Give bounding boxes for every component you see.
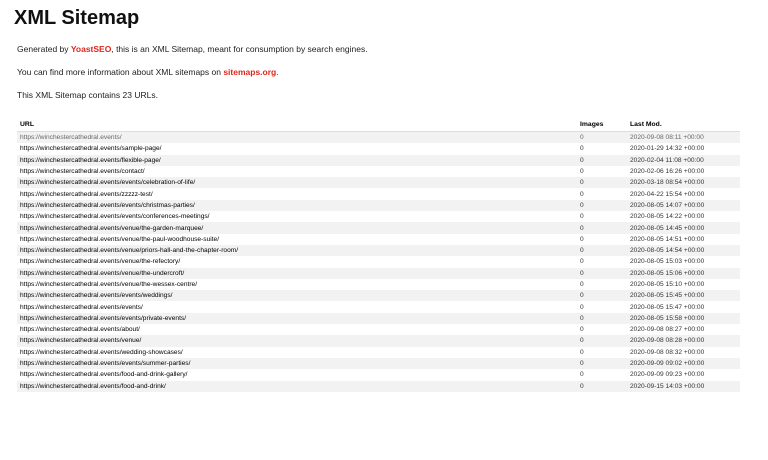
row-url-link[interactable]: https://winchestercathedral.events/events/christmas-parties/ [17,200,577,211]
generated-by-line [17,44,754,55]
row-last-mod: 2020-09-08 08:27 +00:00 [630,326,705,334]
table-row [17,324,740,335]
row-url-link[interactable]: https://winchestercathedral.events/venue/the-wessex-centre/ [20,281,198,288]
row-images-count: 0 [577,335,627,346]
row-url-link[interactable]: https://winchestercathedral.events/venue/priors-hall-and-the-chapter-room/ [17,245,577,256]
row-url-link[interactable]: https://winchestercathedral.events/events/conferences-meetings/ [20,213,210,221]
table-body [17,132,740,392]
table-row [17,200,740,211]
row-url-link[interactable]: https://winchestercathedral.events/food-and-drink/ [17,381,577,392]
row-url-link[interactable]: https://winchestercathedral.events/flexible-page/ [17,155,577,166]
table-row [17,369,740,380]
row-last-mod: 2020-08-05 14:54 +00:00 [627,245,740,256]
row-last-mod: 2020-08-05 15:10 +00:00 [630,281,705,288]
row-last-mod: 2020-03-18 08:54 +00:00 [627,177,740,188]
row-url-link[interactable]: https://winchestercathedral.events/events/summer-parties/ [17,358,577,369]
row-last-mod: 2020-08-05 14:07 +00:00 [627,200,740,211]
table-row [17,222,740,233]
row-url-link[interactable]: https://winchestercathedral.events/venue/ [17,335,577,346]
row-url-link[interactable]: https://winchestercathedral.events/about/ [20,326,140,334]
row-last-mod: 2020-08-05 14:45 +00:00 [627,222,740,233]
table-row [17,290,740,301]
row-last-mod: 2020-04-22 15:54 +00:00 [630,190,705,198]
table-row [17,155,740,166]
header-images: Images [577,119,627,132]
row-url-link[interactable]: https://winchestercathedral.events/events/celebration-of-life/ [17,177,577,188]
table-row [17,256,740,267]
table-row [17,313,740,324]
row-images-count: 0 [577,381,627,392]
row-last-mod: 2020-08-05 14:22 +00:00 [630,213,705,221]
row-url-link[interactable]: https://winchestercathedral.events/venue/the-paul-woodhouse-suite/ [20,235,220,243]
row-images-count: 0 [580,235,584,243]
row-images-count: 0 [577,290,627,301]
row-images-count: 0 [580,168,584,176]
table-row [17,166,740,177]
row-last-mod: 2020-09-08 08:32 +00:00 [630,348,705,356]
generated-prefix: Generated by [17,44,71,54]
row-url-link[interactable]: https://winchestercathedral.events/events/weddings/ [17,290,577,301]
row-last-mod: 2020-09-09 09:02 +00:00 [627,358,740,369]
row-url-link[interactable]: https://winchestercathedral.events/venue/the-refectory/ [20,258,181,266]
row-url-link[interactable]: https://winchestercathedral.events/events/ [20,303,143,311]
table-row [17,177,740,188]
row-images-count: 0 [577,268,627,279]
row-images-count: 0 [580,190,584,198]
table-row [17,358,740,369]
row-last-mod: 2020-08-05 15:06 +00:00 [627,268,740,279]
row-images-count: 0 [577,222,627,233]
row-last-mod: 2020-09-15 14:03 +00:00 [627,381,740,392]
row-last-mod: 2020-08-05 14:51 +00:00 [630,235,705,243]
table-row [17,132,740,144]
header-last-mod: Last Mod. [627,119,740,132]
table-row [17,381,740,392]
row-url-link[interactable]: https://winchestercathedral.events/venue/the-garden-marquee/ [17,222,577,233]
table-row [17,234,740,245]
row-images-count: 0 [580,371,584,379]
row-images-count: 0 [577,200,627,211]
row-last-mod: 2020-01-29 14:32 +00:00 [630,145,705,153]
row-images-count: 0 [580,145,584,153]
table-row [17,143,740,154]
row-images-count: 0 [580,258,584,266]
row-url-link[interactable]: https://winchestercathedral.events/contact/ [20,168,145,176]
row-last-mod: 2020-02-06 16:26 +00:00 [630,168,705,176]
row-images-count: 0 [580,213,584,221]
row-last-mod: 2020-08-05 15:45 +00:00 [627,290,740,301]
page-title: XML Sitemap [14,7,140,29]
row-images-count: 0 [577,177,627,188]
url-count-text: This XML Sitemap contains 23 URLs. [17,90,158,100]
table-row [17,188,740,199]
table-row [17,347,740,358]
table-header-row [17,119,740,132]
table-row [17,301,740,312]
row-images-count: 0 [580,348,584,356]
row-last-mod: 2020-08-05 15:58 +00:00 [627,313,740,324]
row-images-count: 0 [580,326,584,334]
sitemaps-org-link[interactable]: sitemaps.org [223,67,277,77]
row-images-count: 0 [577,358,627,369]
generated-suffix: , this is an XML Sitemap, meant for consumption by search engines. [111,44,368,54]
row-url-link[interactable]: https://winchestercathedral.events/events/private-events/ [17,313,577,324]
table-row [17,335,740,346]
row-images-count: 0 [577,313,627,324]
row-last-mod: 2020-09-08 08:28 +00:00 [627,335,740,346]
row-images-count: 0 [577,132,627,144]
row-last-mod: 2020-09-09 09:23 +00:00 [630,371,705,379]
table-row [17,211,740,222]
row-url-link[interactable]: https://winchestercathedral.events/food-and-drink-gallery/ [20,371,188,379]
header-url: URL [17,119,577,132]
row-url-link[interactable]: https://winchestercathedral.events/wedding-showcases/ [20,348,183,356]
more-info-suffix: . [276,67,279,77]
table-row [17,279,740,290]
row-url-link[interactable]: https://winchestercathedral.events/venue/the-undercroft/ [17,268,577,279]
row-images-count: 0 [577,155,627,166]
row-images-count: 0 [580,303,584,311]
row-last-mod: 2020-08-05 15:47 +00:00 [630,303,705,311]
row-last-mod: 2020-02-04 11:08 +00:00 [627,155,740,166]
row-url-link[interactable]: https://winchestercathedral.events/sample-page/ [20,145,162,153]
more-info-prefix: You can find more information about XML sitemaps on [17,67,224,77]
table-row [17,245,740,256]
yoastseo-link[interactable]: YoastSEO [70,44,112,54]
row-images-count: 0 [580,281,584,288]
row-url-link[interactable]: https://winchestercathedral.events/ [17,132,577,144]
row-last-mod: 2020-08-05 15:03 +00:00 [630,258,705,266]
table-row [17,268,740,279]
more-info-line [17,67,754,78]
row-images-count: 0 [577,245,627,256]
row-last-mod: 2020-09-08 08:11 +00:00 [627,132,740,144]
row-url-link[interactable]: https://winchestercathedral.events/zzzzz-test/ [20,190,153,198]
sitemap-table [17,119,740,392]
